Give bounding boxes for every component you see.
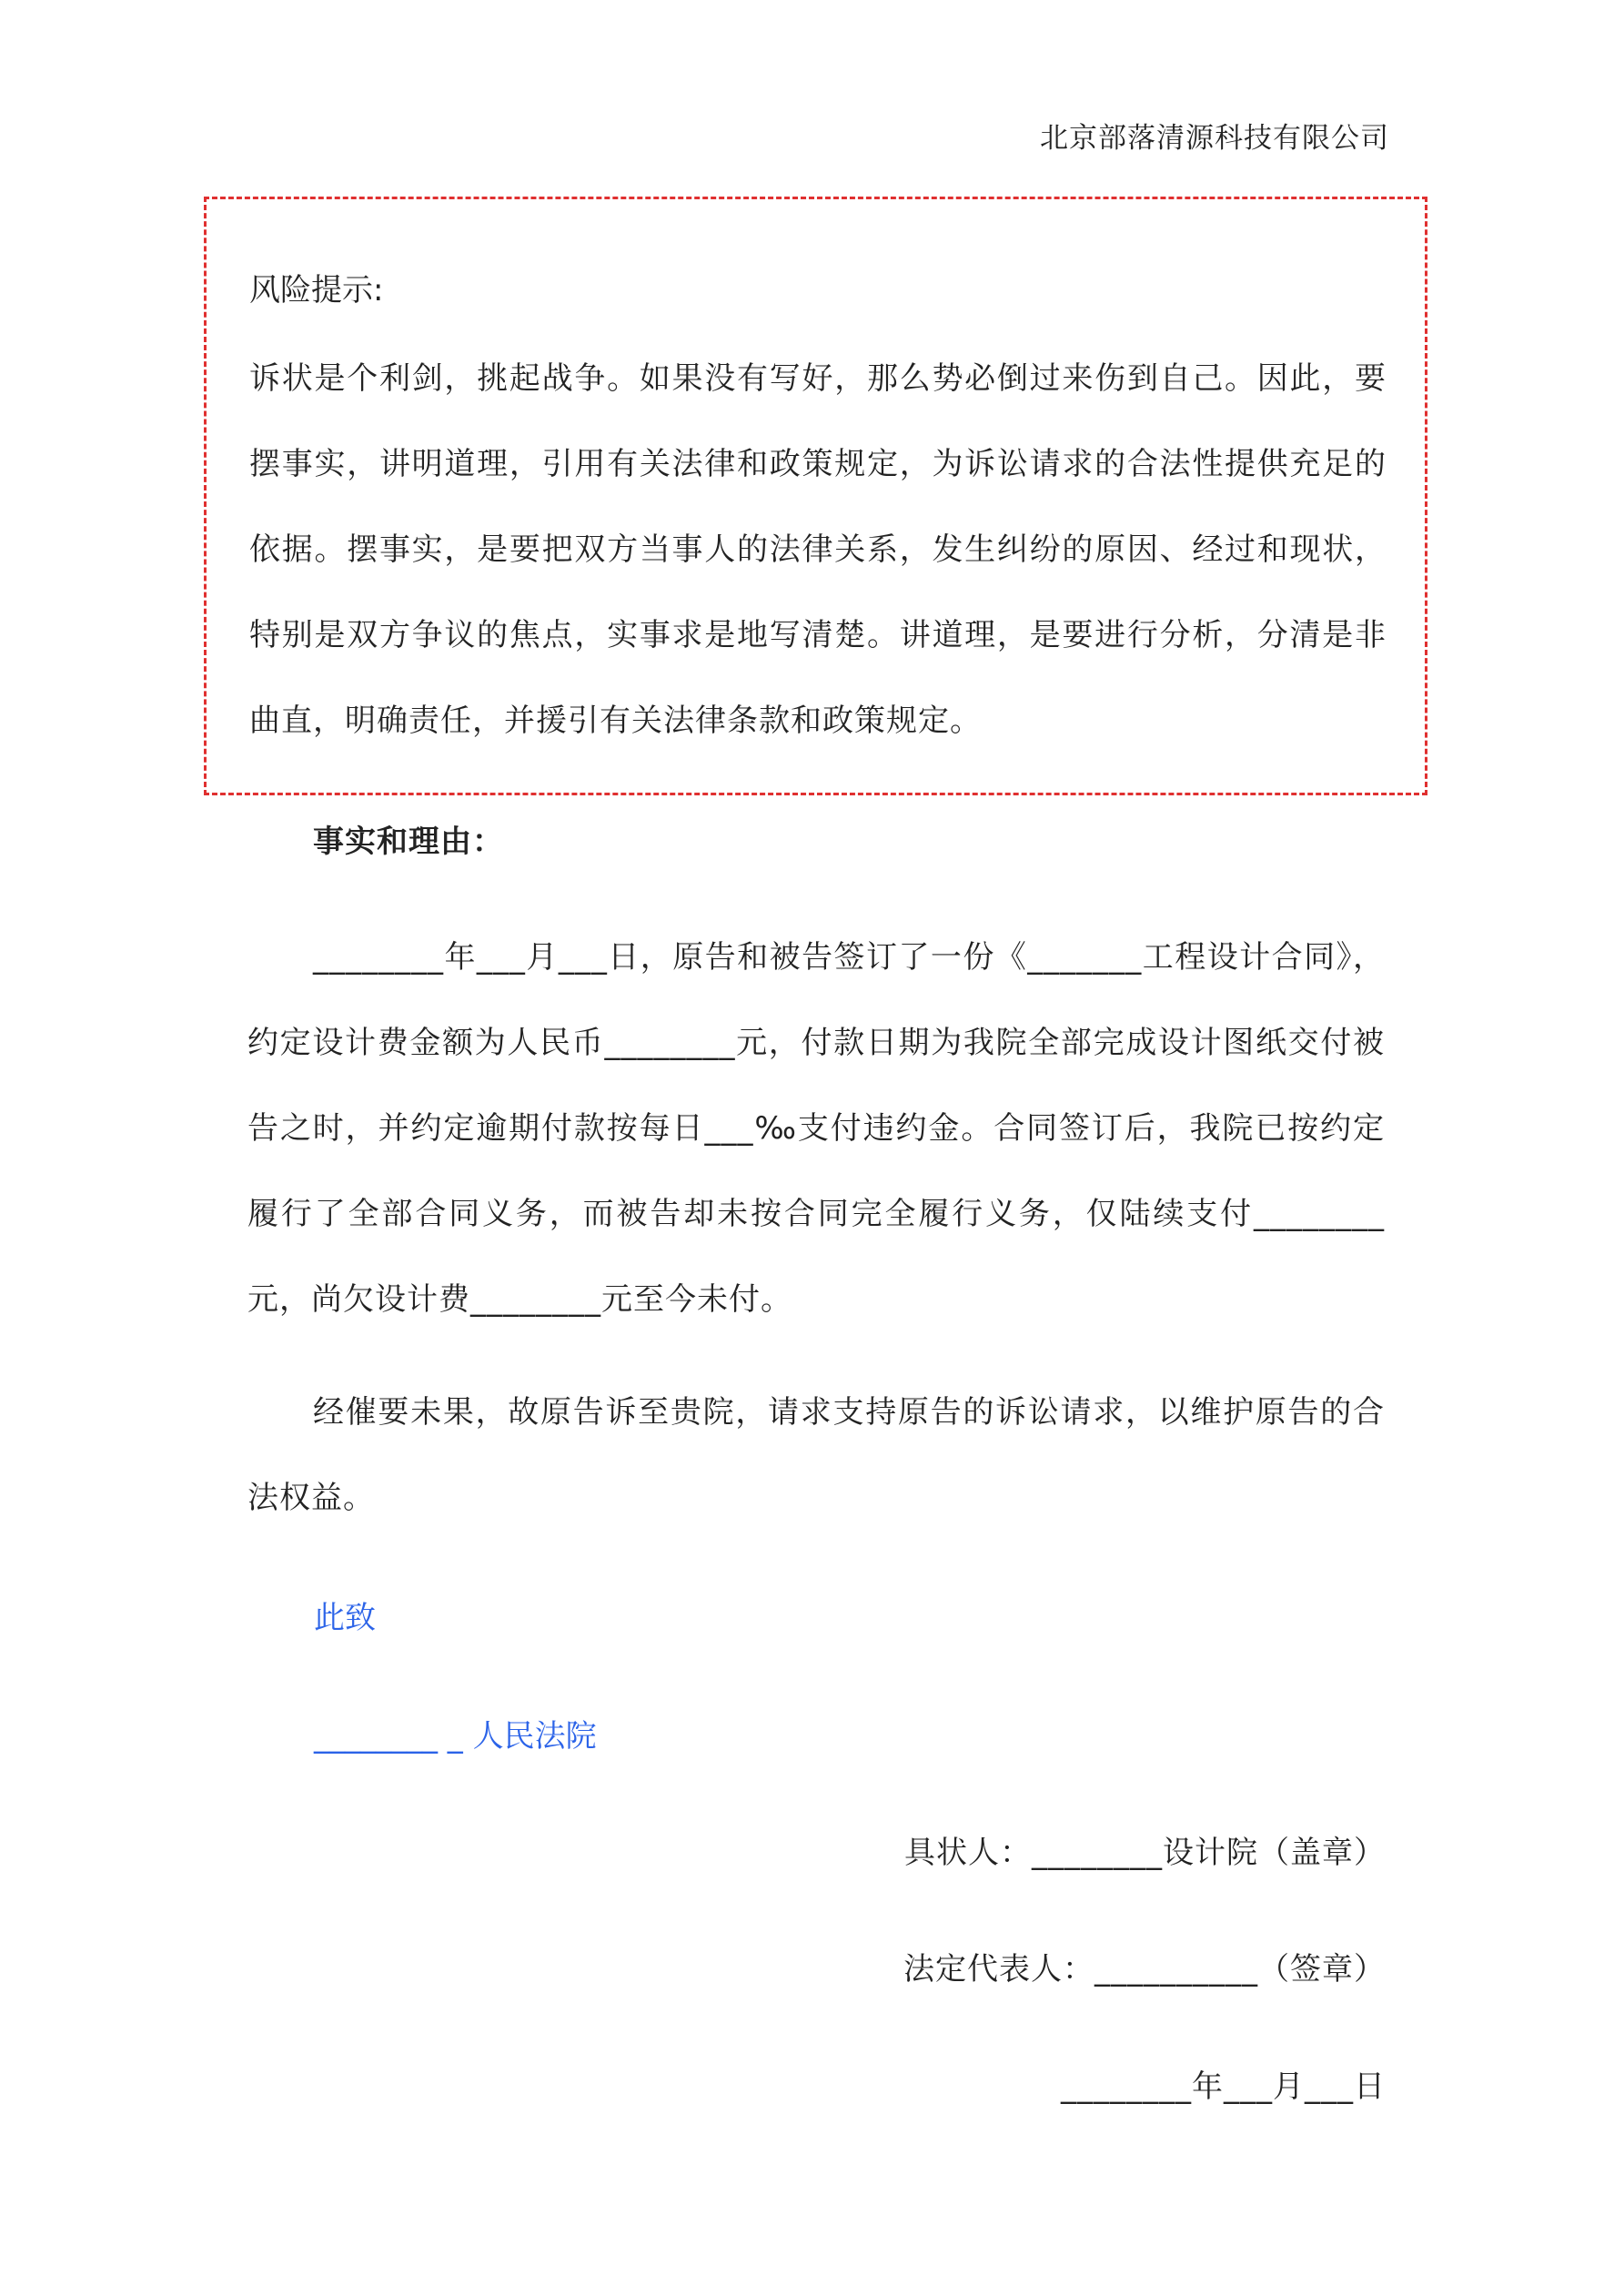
signature-date: ________年___月___日: [1061, 2068, 1386, 2105]
salutation: 此致: [314, 1600, 376, 1636]
court-name: ________ _ 人民法院: [314, 1718, 597, 1755]
plaintiff-signature: 具状人：________设计院（盖章）: [904, 1835, 1386, 1871]
representative-signature: 法定代表人：__________（签章）: [903, 1951, 1386, 1988]
facts-paragraph-2: 经催要未果，故原告诉至贵院，请求支持原告的诉讼请求，以维护原告的合法权益。: [247, 1394, 1385, 1516]
facts-paragraph-1: ________年___月___日，原告和被告签订了一份《_______工程设计合同》，约定设计费金额为人民币________元，付款日期为我院全部完成设计图纸交付被告之时，并约定逾期付款按每日___‰支付违约金。合同签订后，我院已按约定履行了全部合同义务，而被告却未按合同完全履行义务，仅陆续支付________元，尚欠设计费________元至今未付。: [247, 939, 1385, 1318]
risk-body: 诉状是个利剑，挑起战争。如果没有写好，那么势必倒过来伤到自己。因此，要摆事实，讲明道理，引用有关法律和政策规定，为诉讼请求的合法性提供充足的依据。摆事实，是要把双方当事人的法律关系，发生纠纷的原因、经过和现状，特别是双方争议的焦点，实事求是地写清楚。讲道理，是要进行分析，分清是非曲直，明确责任，并援引有关法律条款和政策规定。: [249, 360, 1387, 739]
facts-heading: 事实和理由：: [313, 824, 504, 860]
risk-title: 风险提示:: [249, 272, 384, 308]
risk-warning-box: [204, 197, 1427, 795]
company-name: 北京部落清源科技有限公司: [1040, 122, 1389, 155]
facts-section: [247, 814, 1385, 1516]
